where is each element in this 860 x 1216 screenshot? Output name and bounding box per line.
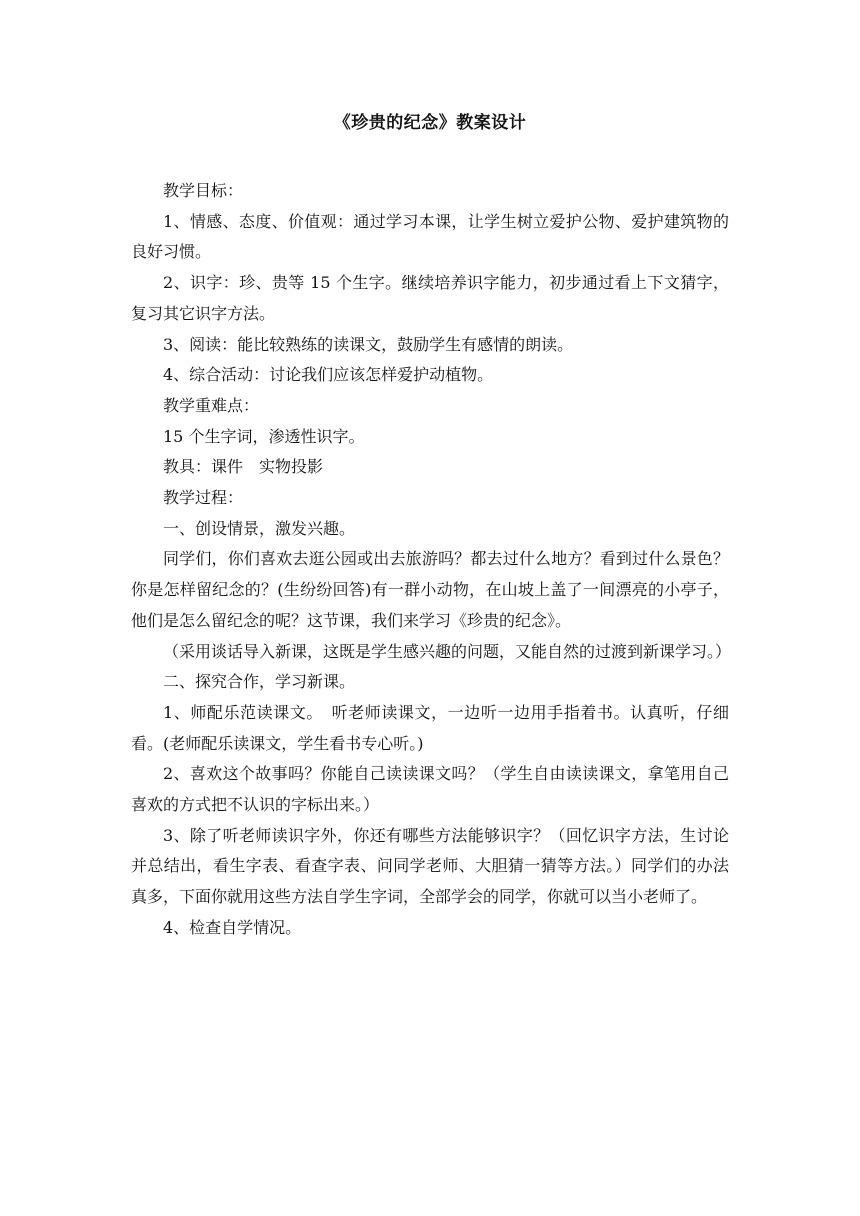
paragraph: 2、喜欢这个故事吗？你能自己读读课文吗？（学生自由读读课文，拿笔用自己喜欢的方式把不认识的字标出来。） [131,764,729,815]
paragraph: 教具：课件 实物投影 [163,457,324,477]
document-title: 《珍贵的纪念》教案设计 [333,113,527,133]
paragraph: 教学重难点： [163,395,260,415]
paragraph: 教学过程： [163,488,244,508]
paragraph: 2、识字：珍、贵等 15 个生字。继续培养识字能力，初步通过看上下文猜字，复习其它识字方法。 [131,273,729,323]
paragraph: 3、除了听老师读识字外，你还有哪些方法能够识字？（回忆识字方法，生讨论并总结出，看生字表、看查字表、问同学老师、大胆猜一猜等方法。）同学们的办法真多，下面你就用这些方法自学生字词，全部学会的同学，你就可以当小老师了。 [131,825,729,907]
paragraph: 1、情感、态度、价值观：通过学习本课，让学生树立爱护公物、爱护建筑物的良好习惯。 [131,211,729,262]
paragraph: 教学目标： [163,181,244,200]
paragraph: 一、创设情景，激发兴趣。 [163,518,356,538]
paragraph: 15 个生字词，渗透性识字。 [163,426,365,446]
paragraph: 4、检查自学情况。 [163,917,302,937]
document-body [131,176,732,944]
paragraph: 二、探究合作，学习新课。 [163,672,356,692]
paragraph: 4、综合活动：讨论我们应该怎样爱护动植物。 [163,365,494,385]
paragraph: （采用谈话导入新课，这既是学生感兴趣的问题，又能自然的过渡到新课学习。） [163,641,732,661]
paragraph: 同学们，你们喜欢去逛公园或出去旅游吗？都去过什么地方？看到过什么景色？你是怎样留纪念的？(生纷纷回答)有一群小动物，在山坡上盖了一间漂亮的小亭子，他们是怎么留纪念的呢？这节课，我们来学习《珍贵的纪念》。 [131,549,729,630]
paragraph: 1、师配乐范读课文。 听老师读课文，一边听一边用手指着书。认真听，仔细看。(老师配乐读课文，学生看书专心听。) [131,702,729,753]
paragraph: 3、阅读：能比较熟练的读课文，鼓励学生有感情的朗读。 [163,334,574,354]
